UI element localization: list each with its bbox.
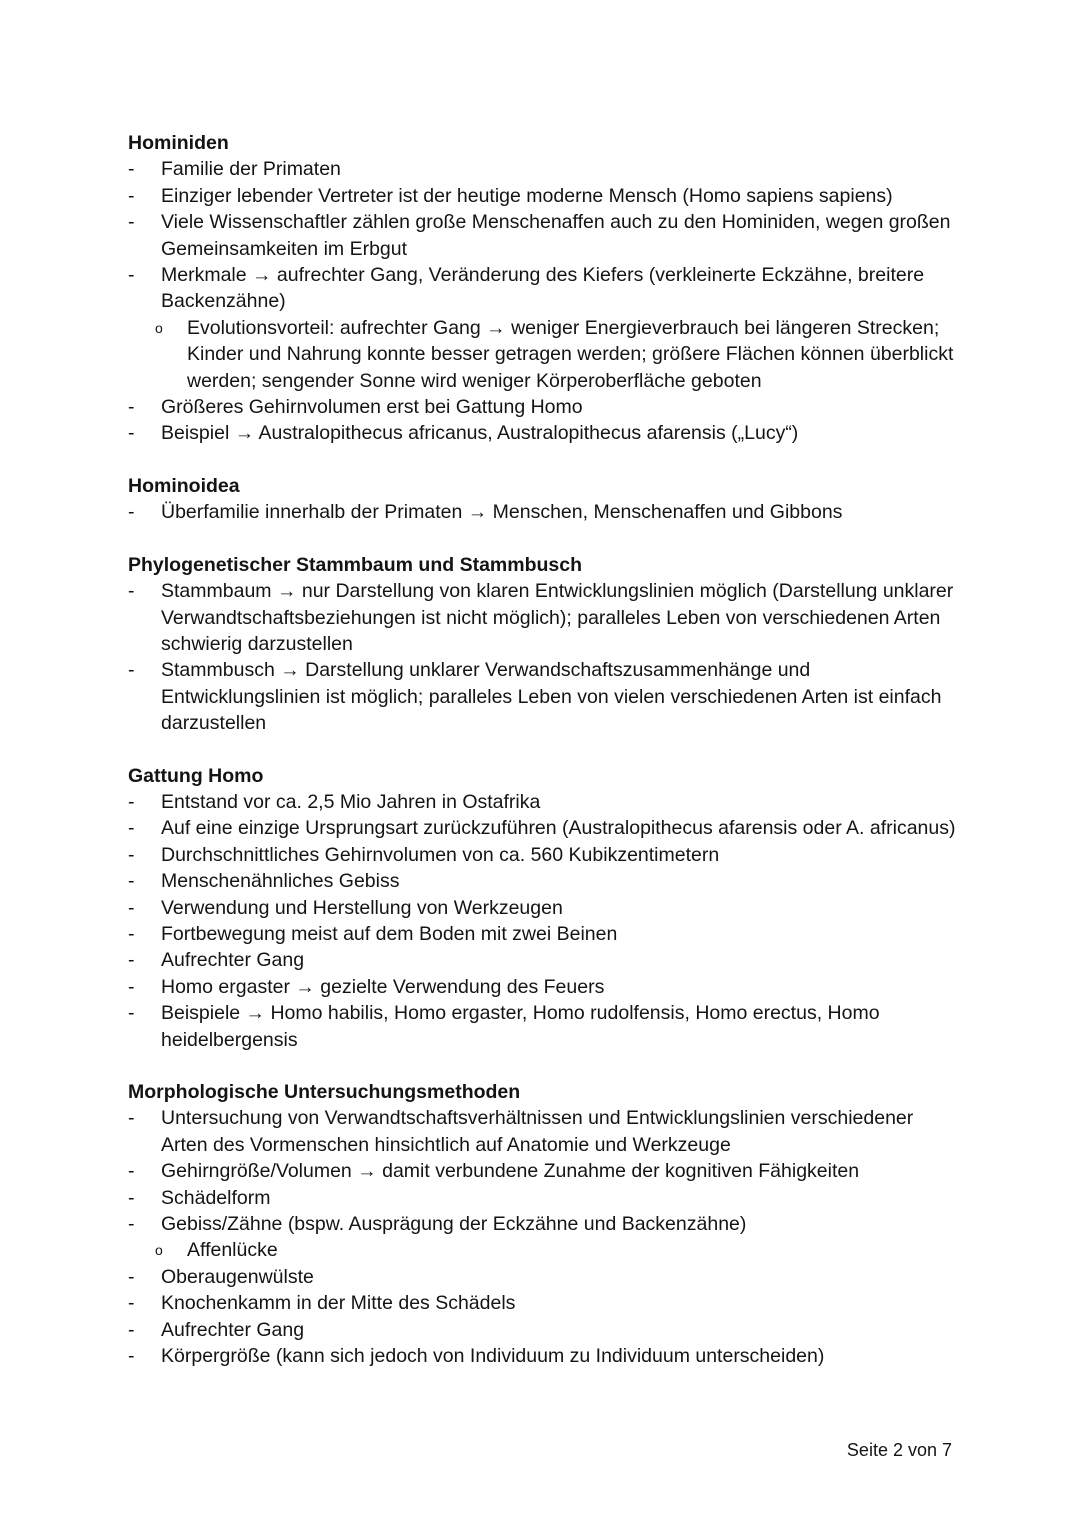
item-text: Überfamilie innerhalb der Primaten → Menschen, Menschenaffen und Gibbons [161,501,843,524]
dash-bullet: - [128,396,135,419]
dash-bullet: - [128,1345,135,1368]
dash-bullet: - [128,422,135,445]
dash-bullet: - [128,1160,135,1183]
item-text: Entstand vor ca. 2,5 Mio Jahren in Ostafrika [161,790,541,813]
dash-bullet: - [128,922,135,945]
section-hominoidea [128,473,958,526]
item-text: Durchschnittliches Gehirnvolumen von ca. 560 Kubikzentimetern [161,843,720,866]
dash-bullet: - [128,184,135,207]
section-heading: Phylogenetischer Stammbaum und Stammbusch [128,553,583,576]
item-text: Fortbewegung meist auf dem Boden mit zwei Beinen [161,922,618,945]
list-item [128,657,958,736]
list-item [128,499,958,525]
section-stammbaum [128,552,958,737]
item-text: Beispiel → Australopithecus africanus, Australopithecus afarensis („Lucy“) [161,422,799,445]
list-item [128,1317,958,1343]
list-item [128,156,958,182]
dash-bullet: - [128,1318,135,1341]
item-text: Untersuchung von Verwandtschaftsverhältnissen und Entwicklungslinien verschiedener Arten des Vormenschen hinsichtlich auf Anatomie und Werkzeuge [161,1107,914,1156]
item-text: Oberaugenwülste [161,1265,314,1288]
section-gattung-homo [128,763,958,1053]
dash-bullet: - [128,659,135,682]
dash-bullet: - [128,1107,135,1130]
dash-bullet: - [128,211,135,234]
dash-bullet: - [128,843,135,866]
item-text: Evolutionsvorteil: aufrechter Gang → weniger Energieverbrauch bei längeren Strecken; Kinder und Nahrung konnte besser getragen werden; größere Flächen können überblickt werden; sengender Sonne wird weniger Körperoberfläche geboten [187,316,954,392]
item-text: Stammbusch → Darstellung unklarer Verwandschaftszusammenhänge und Entwicklungslinien ist möglich; paralleles Leben von vielen verschiedenen Arten ist einfach darzustellen [161,659,942,735]
list-item [128,1264,958,1290]
list-item [128,789,958,815]
item-text: Größeres Gehirnvolumen erst bei Gattung Homo [161,396,583,419]
list-item [128,921,958,947]
list-item [128,1290,958,1316]
dash-bullet: - [128,1265,135,1288]
item-text: Stammbaum → nur Darstellung von klaren Entwicklungslinien möglich (Darstellung unklarer Verwandtschaftsbeziehungen ist nicht möglich); paralleles Leben von verschiedenen Arten schwierig darzustellen [161,580,954,655]
list-item [128,1211,958,1237]
item-text: Viele Wissenschaftler zählen große Menschenaffen auch zu den Hominiden, wegen großen Gemeinsamkeiten im Erbgut [161,211,951,260]
list-item [128,183,958,209]
item-text: Verwendung und Herstellung von Werkzeugen [161,896,563,919]
list-item [128,578,958,657]
list-item [128,209,958,262]
section-heading: Hominoidea [128,474,240,497]
sub-list-item [128,1237,958,1263]
dash-bullet: - [128,501,135,524]
item-text: Körpergröße (kann sich jedoch von Individuum zu Individuum unterscheiden) [161,1345,825,1368]
document-content [128,130,958,1395]
dash-bullet: - [128,896,135,919]
dash-bullet: - [128,264,135,287]
list-item [128,394,958,420]
section-hominiden [128,130,958,447]
section-heading: Gattung Homo [128,764,264,787]
dash-bullet: - [128,949,135,972]
sub-list-item [128,315,958,394]
circle-bullet: o [155,1242,163,1259]
circle-bullet: o [155,319,163,336]
dash-bullet: - [128,870,135,893]
list-item [128,1343,958,1369]
item-text: Auf eine einzige Ursprungsart zurückzuführen (Australopithecus afarensis oder A. africanus) [161,817,956,840]
item-text: Merkmale → aufrechter Gang, Veränderung des Kiefers (verkleinerte Eckzähne, breitere Backenzähne) [161,264,925,313]
dash-bullet: - [128,158,135,181]
item-text: Menschenähnliches Gebiss [161,870,400,893]
item-text: Schädelform [161,1186,271,1209]
dash-bullet: - [128,1292,135,1315]
list-item [128,947,958,973]
item-text: Aufrechter Gang [161,949,305,972]
list-item [128,262,958,315]
list-item [128,1105,958,1158]
list-item [128,815,958,841]
item-text: Beispiele → Homo habilis, Homo ergaster, Homo rudolfensis, Homo erectus, Homo heidelbergensis [161,1002,880,1051]
list-item [128,1185,958,1211]
dash-bullet: - [128,1213,135,1236]
section-heading: Morphologische Untersuchungsmethoden [128,1081,521,1103]
item-text: Gebiss/Zähne (bspw. Ausprägung der Eckzähne und Backenzähne) [161,1213,747,1236]
dash-bullet: - [128,975,135,998]
list-item [128,1000,958,1053]
item-text: Homo ergaster → gezielte Verwendung des Feuers [161,975,605,998]
item-text: Aufrechter Gang [161,1318,305,1341]
list-item [128,895,958,921]
dash-bullet: - [128,790,135,813]
list-item [128,1158,958,1184]
dash-bullet: - [128,817,135,840]
item-text: Gehirngröße/Volumen → damit verbundene Zunahme der kognitiven Fähigkeiten [161,1160,860,1183]
item-text: Affenlücke [187,1239,278,1262]
item-text: Knochenkamm in der Mitte des Schädels [161,1292,516,1315]
item-text: Familie der Primaten [161,158,341,181]
list-item [128,420,958,446]
dash-bullet: - [128,1002,135,1025]
list-item [128,868,958,894]
dash-bullet: - [128,1186,135,1209]
list-item [128,842,958,868]
page-number: Seite 2 von 7 [846,1440,952,1460]
dash-bullet: - [128,580,135,603]
item-text: Einziger lebender Vertreter ist der heutige moderne Mensch (Homo sapiens sapiens) [161,184,893,207]
list-item [128,974,958,1000]
section-heading: Hominiden [128,132,229,154]
section-morphologie [128,1079,958,1369]
